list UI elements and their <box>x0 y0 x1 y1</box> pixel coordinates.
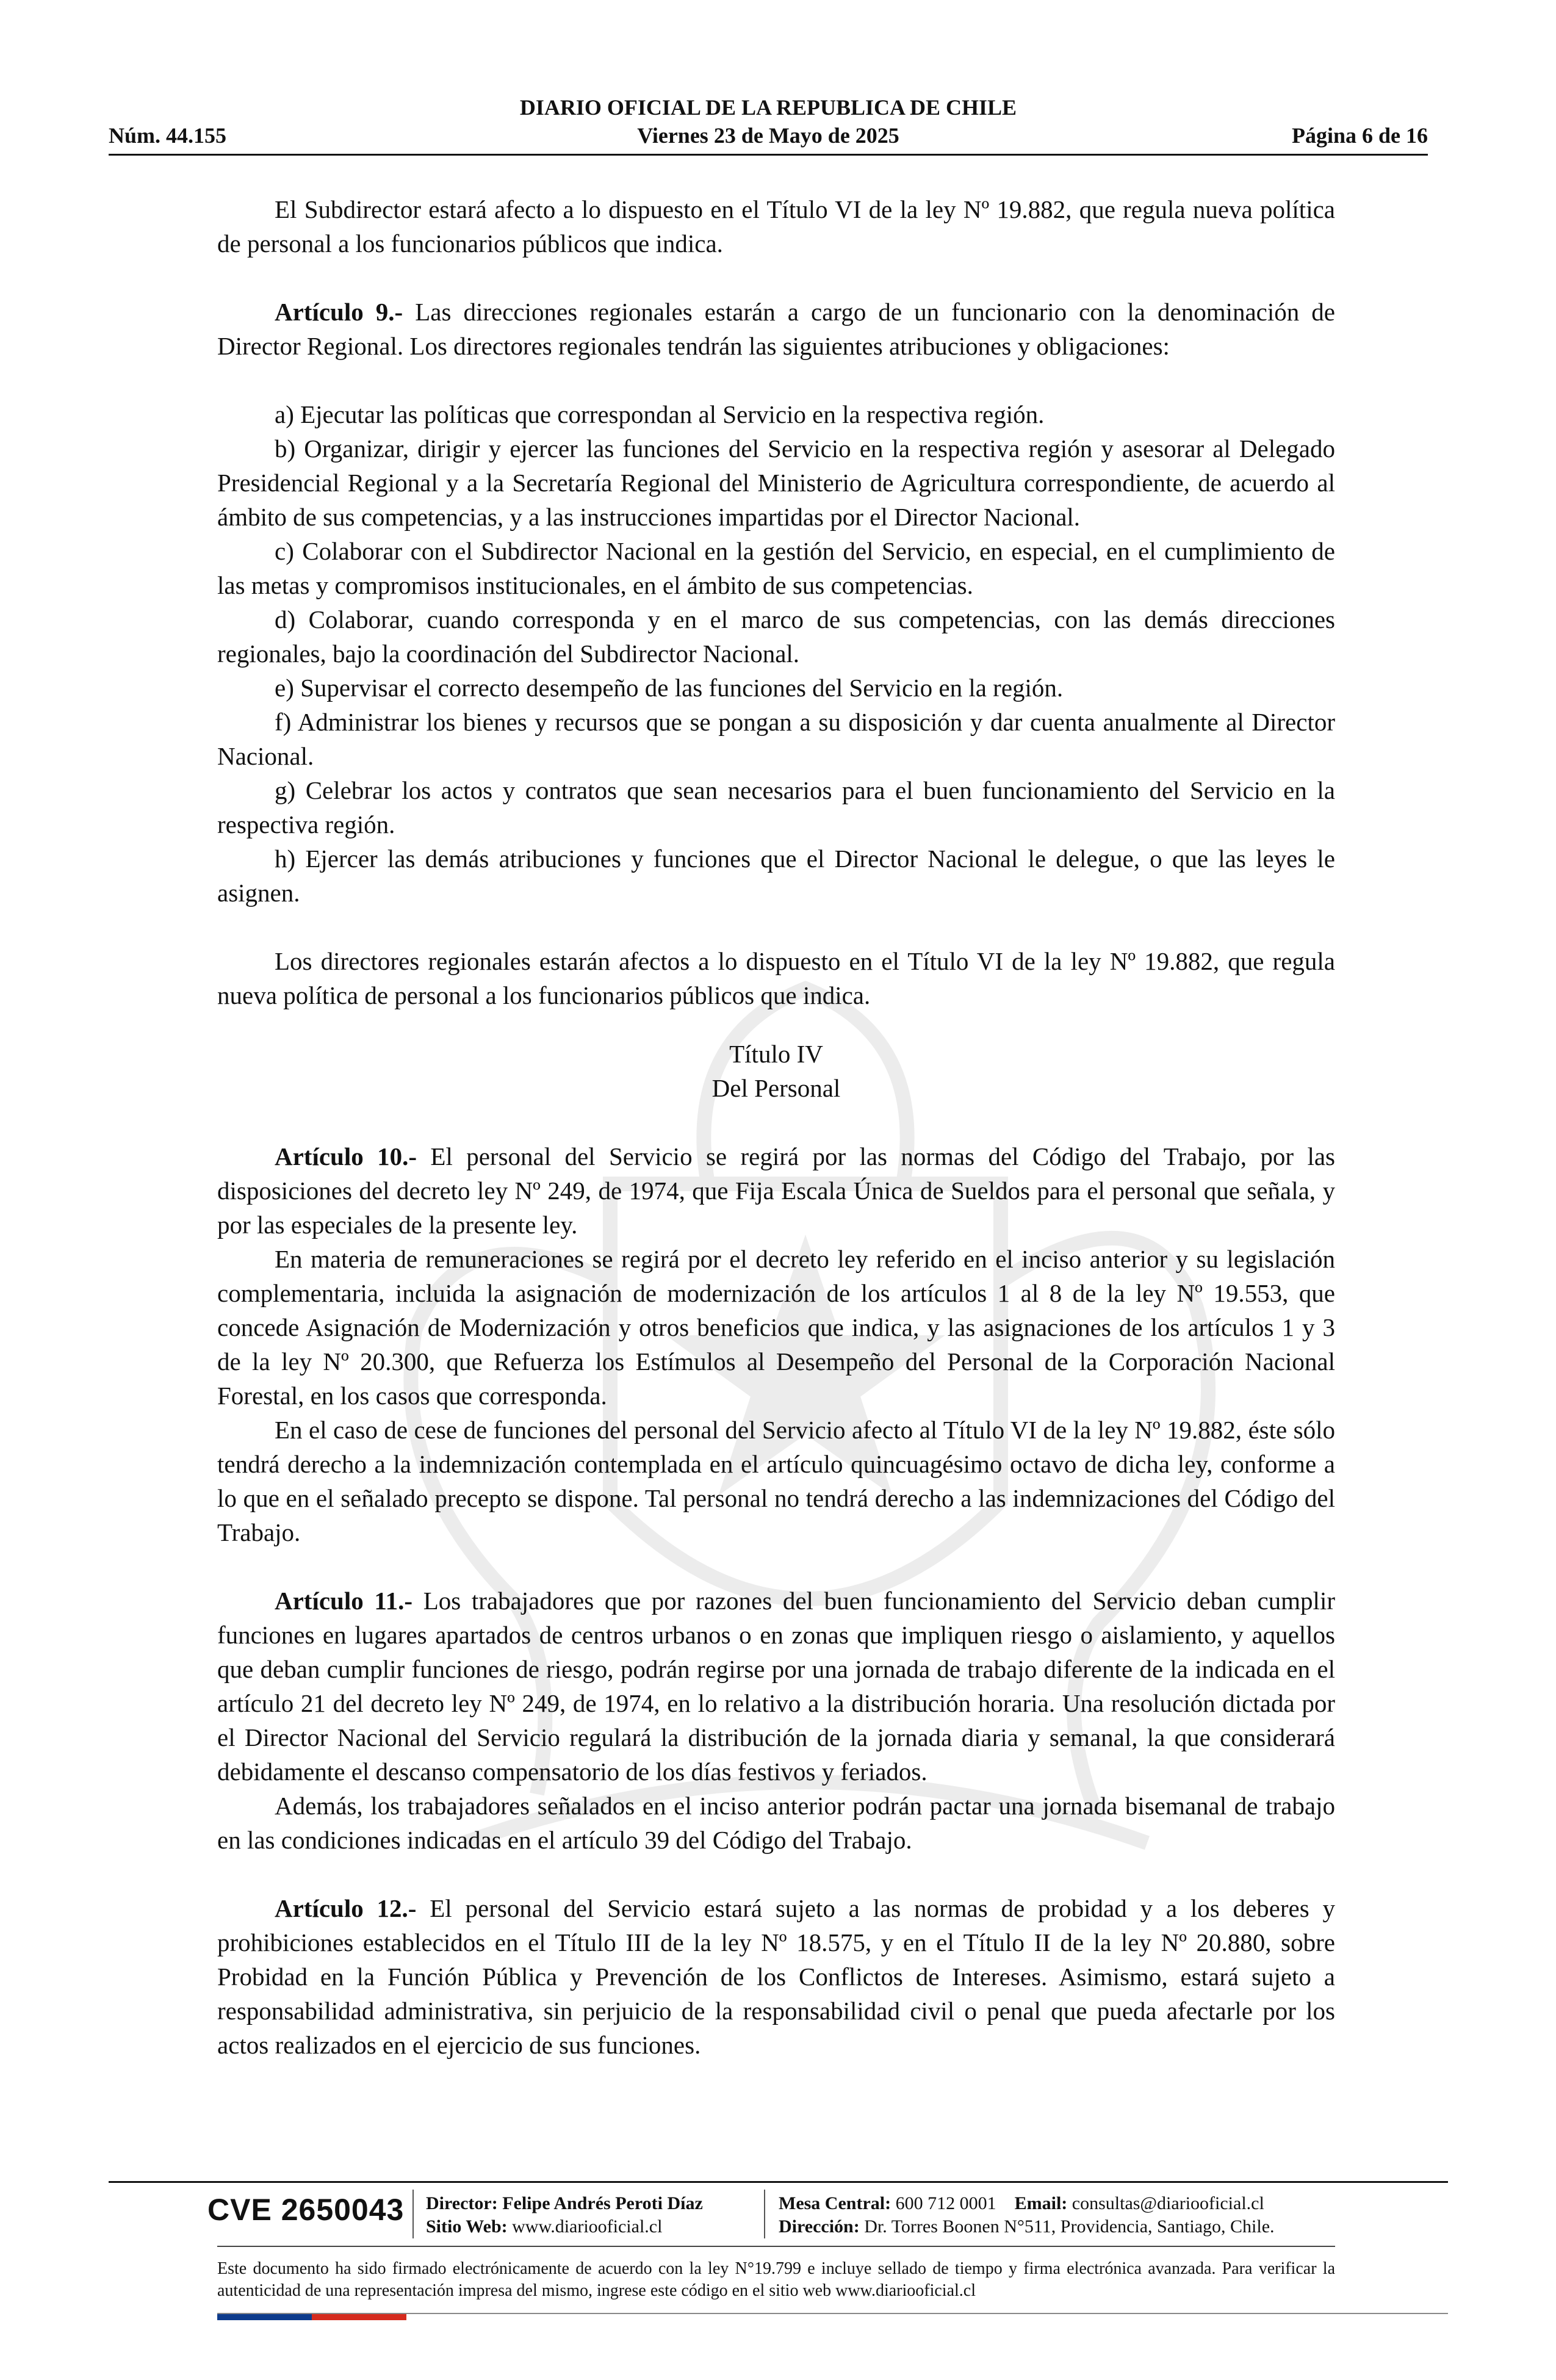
article-9-text: Las direcciones regionales estarán a cargo de un funcionario con la denominación de Director Regional. Los directores regionales tendrán las siguientes atribuciones y obligaciones: <box>217 298 1335 360</box>
list-item-c: c) Colaborar con el Subdirector Nacional en la gestión del Servicio, en especial, en el cumplimiento de las metas y compromisos institucionales, en el ámbito de sus competencias. <box>217 537 1335 599</box>
issue-number: Núm. 44.155 <box>109 123 227 148</box>
issue-date: Viernes 23 de Mayo de 2025 <box>637 123 899 148</box>
footer-director-block <box>426 2192 703 2238</box>
address-line <box>779 2215 1275 2238</box>
article-9 <box>217 295 1335 363</box>
list-item-a: a) Ejecutar las políticas que correspondan al Servicio en la respectiva región. <box>275 400 1045 428</box>
address-label: Dirección: <box>779 2216 860 2237</box>
article-10-heading: Artículo 10.- <box>275 1142 417 1170</box>
article-11 <box>217 1584 1335 1789</box>
header-divider <box>109 154 1428 156</box>
email-label: Email: <box>1014 2193 1068 2213</box>
director-label: Director: <box>426 2193 498 2213</box>
list-item-g: g) Celebrar los actos y contratos que sean necesarios para el buen funcionamiento del Servicio en la respectiva región. <box>217 776 1335 838</box>
list-item-f: f) Administrar los bienes y recursos que se pongan a su disposición y dar cuenta anualmente al Director Nacional. <box>217 708 1335 770</box>
page-number: Página 6 de 16 <box>1291 123 1428 148</box>
list-item-h: h) Ejercer las demás atribuciones y funciones que el Director Nacional le delegue, o que las leyes le asignen. <box>217 845 1335 907</box>
article-10-paragraph-3: En el caso de cese de funciones del personal del Servicio afecto al Título VI de la ley Nº 19.882, éste sólo tendrá derecho a la indemnización contemplada en el artículo quincuagésimo octavo de dicha ley, conforme a lo que en el señalado precepto se dispone. Tal personal no tendrá derecho a las indemnizaciones del Código del Trabajo. <box>217 1416 1335 1546</box>
mesa-label: Mesa Central: <box>779 2193 891 2213</box>
flag-stripe <box>217 2314 406 2320</box>
article-9-heading: Artículo 9.- <box>275 298 403 326</box>
footer-separator <box>764 2190 765 2238</box>
article-12 <box>217 1891 1335 2062</box>
legal-notice: Este documento ha sido firmado electrónicamente de acuerdo con la ley N°19.799 e incluye sellado de tiempo y firma electrónica avanzada. Para verificar la autenticidad de una representación impresa del mismo, ingrese este código en el sitio web www.diariooficial.cl <box>217 2259 1335 2300</box>
article-11-text: Los trabajadores que por razones del buen funcionamiento del Servicio deban cumplir funciones en lugares apartados de centros urbanos o en zonas que impliquen riesgo o aislamiento, y aquellos que deban cumplir funciones de riesgo, podrán regirse por una jornada de trabajo diferente de la indicada en el artículo 21 del decreto ley Nº 249, de 1974, en lo relativo a la distribución horaria. Una resolución dictada por el Director Nacional del Servicio regulará la distribución de la jornada diaria y semanal, la que considerará debidamente el descanso compensatorio de los días festivos y feriados. <box>217 1587 1335 1786</box>
article-11-heading: Artículo 11.- <box>275 1587 413 1615</box>
website-label: Sitio Web: <box>426 2216 508 2237</box>
article-12-heading: Artículo 12.- <box>275 1894 417 1922</box>
footer-divider-middle <box>217 2246 1335 2247</box>
address-value: Dr. Torres Boonen N°511, Providencia, Santiago, Chile. <box>859 2216 1275 2237</box>
page-header <box>109 95 1428 156</box>
flag-blue-segment <box>217 2314 312 2320</box>
flag-red-segment <box>312 2314 406 2320</box>
journal-title: DIARIO OFICIAL DE LA REPUBLICA DE CHILE <box>519 95 1017 120</box>
email-link[interactable]: consultas@diariooficial.cl <box>1067 2193 1264 2213</box>
title-iv: Título IV <box>729 1040 823 1068</box>
article-12-text: El personal del Servicio estará sujeto a las normas de probidad y a los deberes y prohibiciones establecidos en el Título III de la ley Nº 18.575, y en el Título II de la ley Nº 20.880, sobre Probidad en la Función Pública y Prevención de los Conflictos de Intereses. Asimismo, estará sujeto a responsabilidad administrativa, sin perjuicio de la responsabilidad civil o penal que pueda afectarle por los actos realizados en el ejercicio de sus funciones. <box>217 1894 1335 2059</box>
director-line <box>426 2192 703 2215</box>
website-link[interactable]: www.diariooficial.cl <box>507 2216 663 2237</box>
director-value: Felipe Andrés Peroti Díaz <box>497 2193 703 2213</box>
website-line <box>426 2215 703 2238</box>
footer-contact-block <box>779 2192 1275 2238</box>
footer-divider-top <box>109 2181 1448 2183</box>
article-10 <box>217 1139 1335 1242</box>
contact-line <box>779 2192 1275 2215</box>
title-iv-name: Del Personal <box>711 1074 841 1102</box>
article-11-paragraph-2: Además, los trabajadores señalados en el inciso anterior podrán pactar una jornada bisemanal de trabajo en las condiciones indicadas en el artículo 39 del Código del Trabajo. <box>217 1792 1335 1854</box>
document-body <box>217 192 1335 2062</box>
article-10-paragraph-2: En materia de remuneraciones se regirá por el decreto ley referido en el inciso anterior y su legislación complementaria, incluida la asignación de modernización de los artículos 1 al 8 de la ley Nº 19.553, que concede Asignación de Modernización y otros beneficios que indica, y las asignaciones de los artículos 1 y 3 de la ley Nº 20.300, que Refuerza los Estímulos al Desempeño del Personal de la Corporación Nacional Forestal, en los casos que corresponda. <box>217 1245 1335 1410</box>
footer-separator <box>412 2190 414 2238</box>
paragraph-subdirector: El Subdirector estará afecto a lo dispuesto en el Título VI de la ley Nº 19.882, que regula nueva política de personal a los funcionarios públicos que indica. <box>217 195 1335 258</box>
cve-code: CVE 2650043 <box>207 2193 405 2227</box>
paragraph-directores: Los directores regionales estarán afectos a lo dispuesto en el Título VI de la ley Nº 19.882, que regula nueva política de personal a los funcionarios públicos que indica. <box>217 947 1335 1009</box>
mesa-value: 600 712 0001 <box>891 2193 996 2213</box>
list-item-e: e) Supervisar el correcto desempeño de las funciones del Servicio en la región. <box>275 674 1064 702</box>
article-10-text: El personal del Servicio se regirá por las normas del Código del Trabajo, por las disposiciones del decreto ley Nº 249, de 1974, que Fija Escala Única de Sueldos para el personal que señala, y por las especiales de la presente ley. <box>217 1142 1335 1239</box>
list-item-d: d) Colaborar, cuando corresponda y en el marco de sus competencias, con las demás direcciones regionales, bajo la coordinación del Subdirector Nacional. <box>217 605 1335 668</box>
list-item-b: b) Organizar, dirigir y ejercer las funciones del Servicio en la respectiva región y asesorar al Delegado Presidencial Regional y a la Secretaría Regional del Ministerio de Agricultura correspondiente, de acuerdo al ámbito de sus competencias, y a las instrucciones impartidas por el Director Nacional. <box>217 435 1335 531</box>
